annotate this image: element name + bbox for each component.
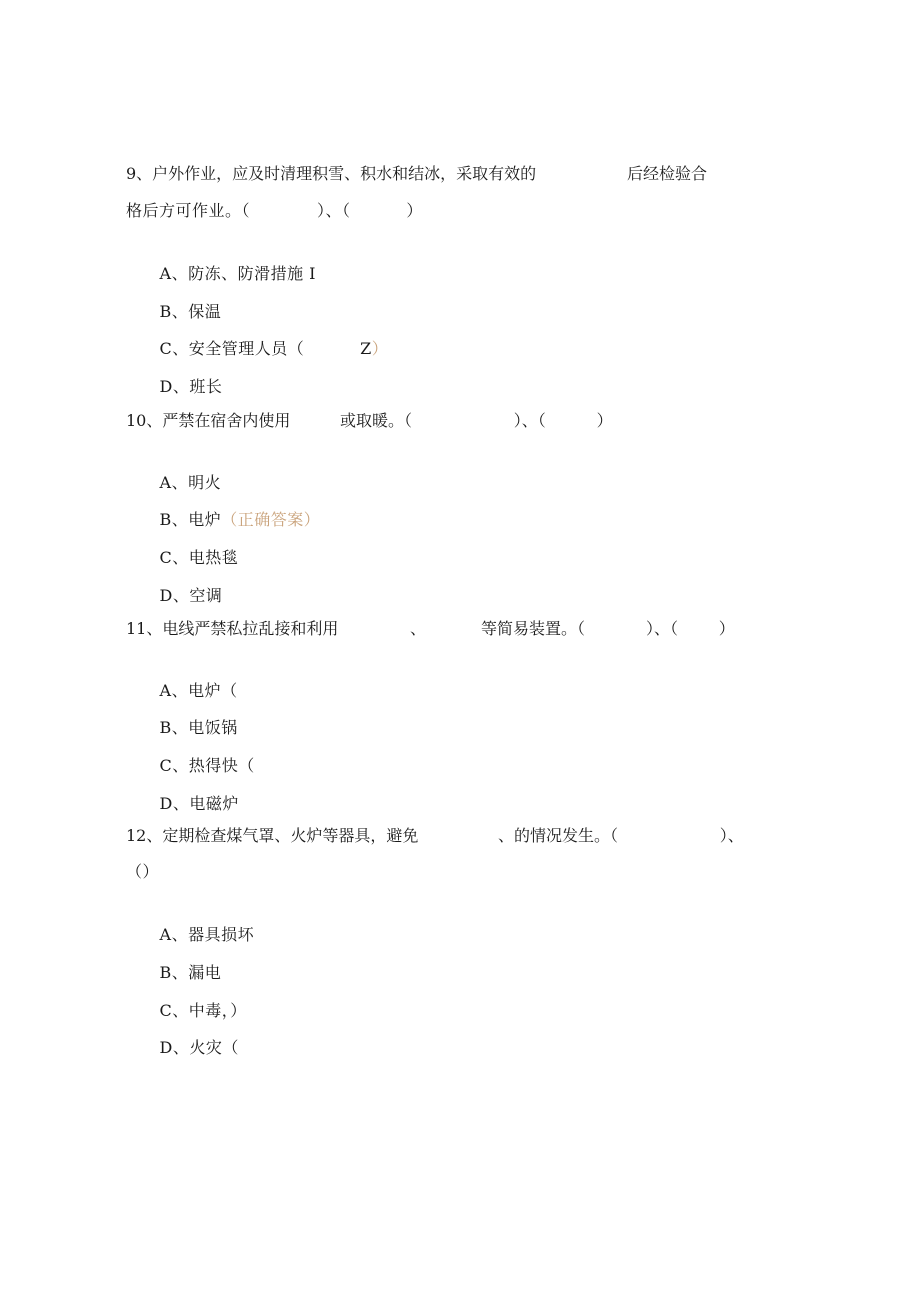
option-text: C、安全管理人员（ Z bbox=[159, 339, 372, 358]
option-text: B、电饭锅 bbox=[159, 718, 238, 737]
option-text: D、电磁炉 bbox=[159, 794, 239, 813]
question-12-stem-line2: （） bbox=[126, 862, 160, 881]
option-text: A、器具损坏 bbox=[159, 925, 255, 944]
question-9-stem-line2: 格后方可作业。（ ）、（ ） bbox=[126, 201, 423, 220]
question-11-stem-part3: 等简易装置。（ ）、（ ） bbox=[481, 619, 735, 638]
option-text: B、保温 bbox=[159, 302, 222, 321]
option-text: B、电炉 bbox=[159, 510, 222, 529]
option-text: C、中毒，） bbox=[159, 1001, 247, 1020]
option-text: D、班长 bbox=[159, 377, 223, 396]
question-11-option-d bbox=[126, 774, 239, 834]
question-11-stem-part2: 、 bbox=[410, 619, 427, 638]
question-9-stem-part2: 后经检验合 bbox=[627, 164, 708, 183]
option-text: A、明火 bbox=[159, 473, 222, 492]
question-12-option-d bbox=[126, 1018, 239, 1078]
option-text: C、热得快（ bbox=[159, 756, 255, 775]
option-text: B、漏电 bbox=[159, 963, 222, 982]
option-text: D、空调 bbox=[159, 586, 223, 605]
question-12-stem-part2: 、的情况发生。（ ）、 bbox=[498, 826, 744, 845]
question-10-stem-part1: 10、严禁在宿舍内使用 bbox=[126, 411, 291, 430]
question-9-stem-part1: 9、户外作业，应及时清理积雪、积水和结冰，采取有效的 bbox=[126, 164, 537, 183]
option-text: D、火灾（ bbox=[159, 1038, 239, 1057]
option-text: A、防冻、防滑措施 I bbox=[159, 264, 316, 283]
question-10-option-d bbox=[126, 566, 222, 626]
option-answer-mark: ） bbox=[371, 339, 389, 358]
question-9-option-d bbox=[126, 357, 222, 417]
question-12-stem-part1: 12、定期检查煤气罩、火炉等器具，避免 bbox=[126, 826, 419, 845]
question-11-stem-part1: 11、电线严禁私拉乱接和利用 bbox=[126, 619, 339, 638]
option-text: A、电炉（ bbox=[159, 681, 238, 700]
option-text: C、电热毯 bbox=[159, 548, 239, 567]
question-10-stem-part2: 或取暖。（ ）、（ ） bbox=[340, 411, 613, 430]
option-answer-mark: （正确答案） bbox=[221, 510, 321, 529]
